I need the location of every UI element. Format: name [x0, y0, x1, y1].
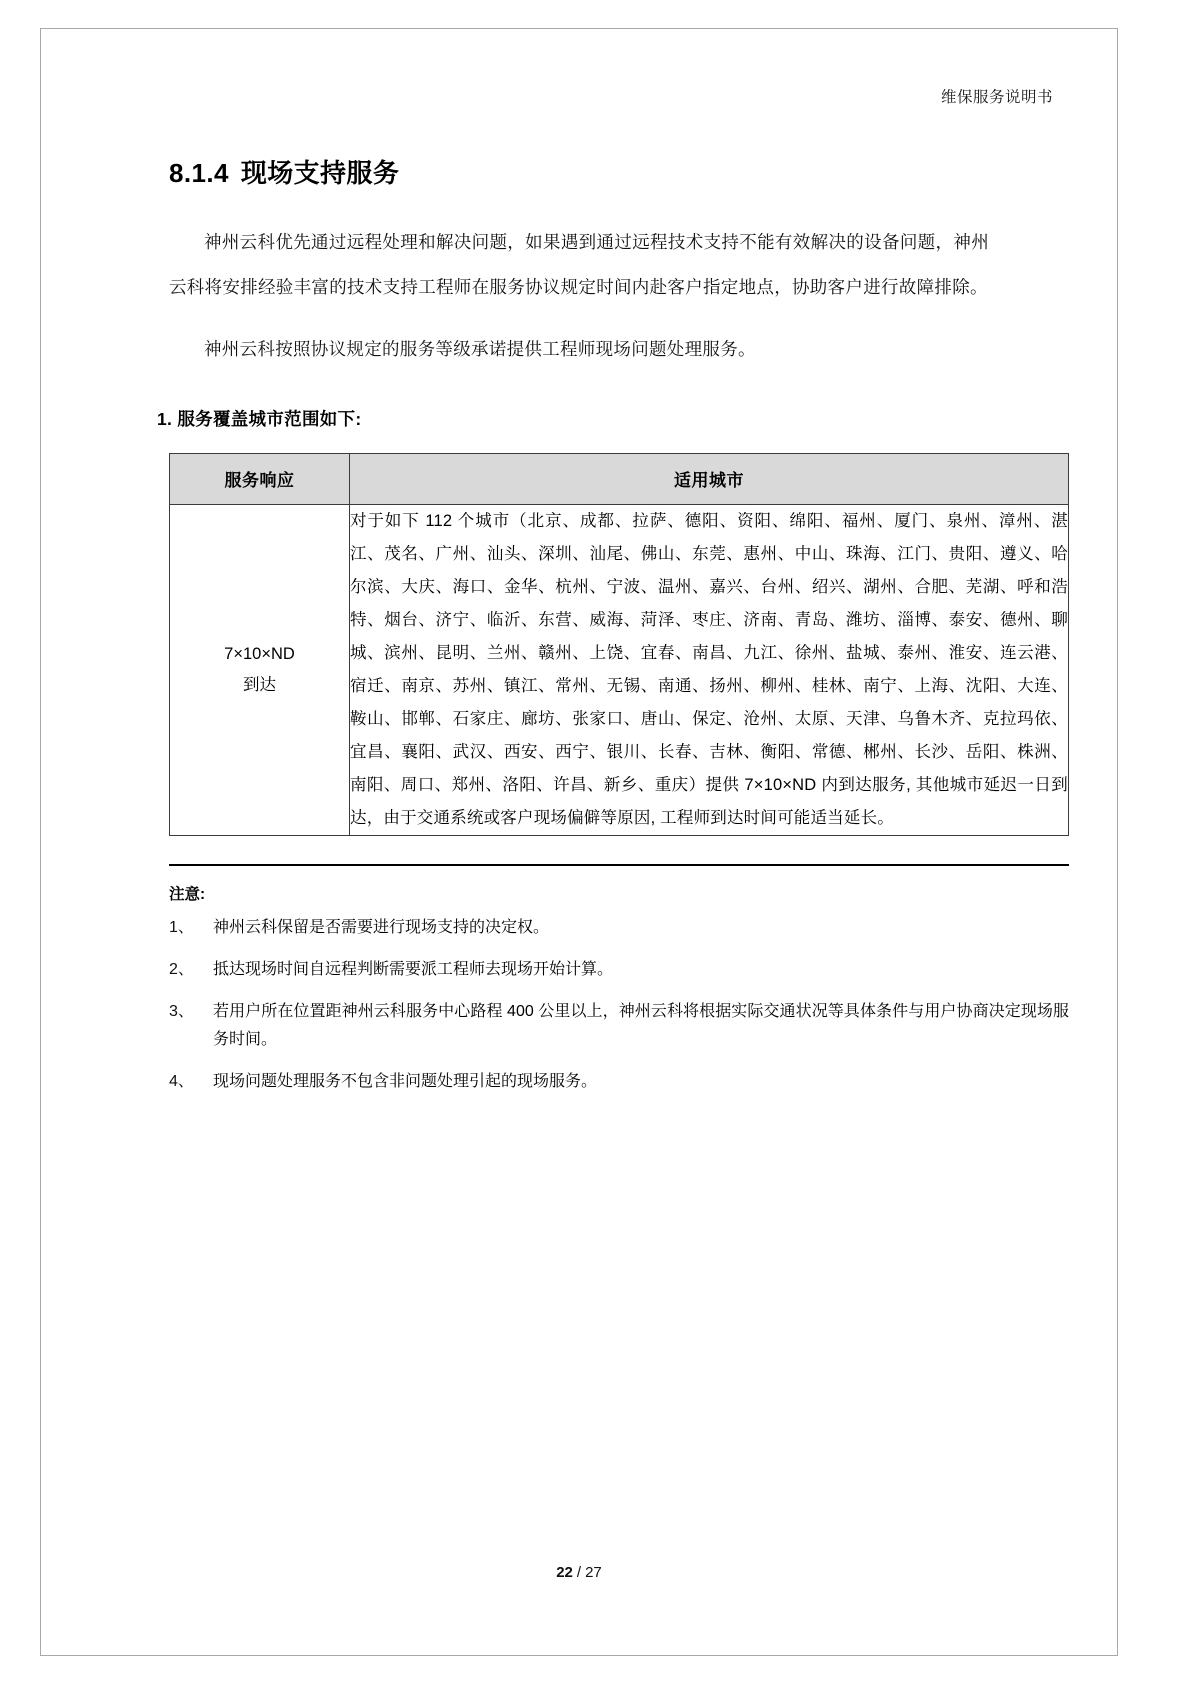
notes-title: 注意:	[169, 885, 206, 903]
list-item-marker: 4、	[169, 1072, 194, 1090]
list-item-text: 若用户所在位置距神州云科服务中心路程 400 公里以上，神州云科将根据实际交通状况等具体条件与用户协商决定现场服务时间。	[213, 1002, 1069, 1048]
page-footer	[41, 1564, 1117, 1581]
paragraph-1: 神州云科优先通过远程处理和解决问题，如果遇到通过远程技术支持不能有效解决的设备问题，神州云科将安排经验丰富的技术支持工程师在服务协议规定时间内赴客户指定地点，协助客户进行故障排除。	[169, 232, 989, 297]
list-item	[169, 956, 1069, 984]
total-page-number: 27	[585, 1564, 602, 1581]
table-header-row	[170, 453, 1069, 504]
page-content	[41, 29, 1117, 1655]
paragraph-2: 神州云科按照协议规定的服务等级承诺提供工程师现场问题处理服务。	[204, 339, 756, 360]
section-number: 8.1.4	[169, 158, 229, 188]
list-item-text: 抵达现场时间自远程判断需要派工程师去现场开始计算。	[213, 960, 614, 978]
running-header: 维保服务说明书	[940, 89, 1053, 106]
current-page-number: 22	[556, 1564, 573, 1581]
list-item-marker: 3、	[169, 1002, 194, 1020]
list-item	[169, 1068, 1069, 1096]
section-title-text: 现场支持服务	[240, 158, 400, 188]
list-item-text: 现场问题处理服务不包含非问题处理引起的现场服务。	[213, 1072, 598, 1090]
service-coverage-table	[169, 453, 1069, 836]
list-item	[169, 998, 1069, 1054]
document-page	[40, 28, 1118, 1656]
section-divider	[169, 864, 1069, 866]
coverage-list-heading: 1. 服务覆盖城市范围如下:	[157, 408, 362, 429]
page-title	[169, 153, 1059, 190]
column-header-response: 服务响应	[170, 453, 350, 504]
column-header-cities: 适用城市	[350, 453, 1069, 504]
table-row	[170, 504, 1069, 835]
list-item-marker: 2、	[169, 960, 194, 978]
notes-list	[169, 914, 1069, 1096]
list-item-marker: 1、	[169, 918, 194, 936]
list-item	[169, 914, 1069, 942]
page-separator: /	[576, 1564, 582, 1581]
cell-applicable-cities: 对于如下 112 个城市（北京、成都、拉萨、德阳、资阳、绵阳、福州、厦门、泉州、漳州、湛江、茂名、广州、汕头、深圳、汕尾、佛山、东莞、惠州、中山、珠海、江门、贵阳、遵义、哈尔滨、大庆、海口、金华、杭州、宁波、温州、嘉兴、台州、绍兴、湖州、合肥、芜湖、呼和浩特、烟台、济宁、临沂、东营、威海、菏泽、枣庄、济南、青岛、潍坊、淄博、泰安、德州、聊城、滨州、昆明、兰州、赣州、上饶、宜春、南昌、九江、徐州、盐城、泰州、淮安、连云港、宿迁、南京、苏州、镇江、常州、无锡、南通、扬州、柳州、桂林、南宁、上海、沈阳、大连、鞍山、邯郸、石家庄、廊坊、张家口、唐山、保定、沧州、太原、天津、乌鲁木齐、克拉玛依、宜昌、襄阳、武汉、西安、西宁、银川、长春、吉林、衡阳、常德、郴州、长沙、岳阳、株洲、南阳、周口、郑州、洛阳、许昌、新乡、重庆）提供 7×10×ND 内到达服务, 其他城市延迟一日到达，由于交通系统或客户现场偏僻等原因, 工程师到达时间可能适当延长。	[350, 504, 1069, 835]
list-item-text: 神州云科保留是否需要进行现场支持的决定权。	[213, 918, 550, 936]
cell-response-level: 7×10×ND 到达	[170, 504, 350, 835]
